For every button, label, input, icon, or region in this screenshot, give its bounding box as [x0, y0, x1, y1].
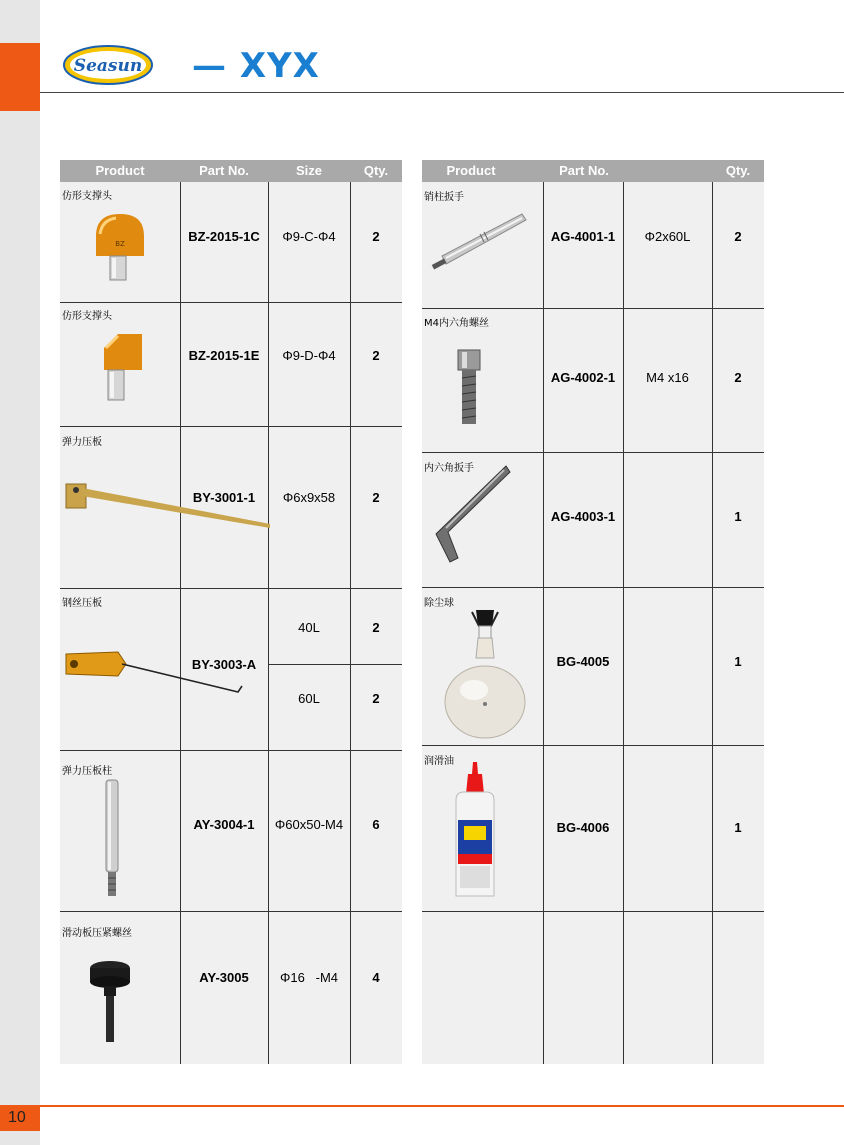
- part-number: BG-4005: [556, 654, 610, 669]
- brand-title: — XYX: [192, 46, 320, 86]
- header-product: Product: [446, 163, 496, 178]
- size-value: 40L: [298, 620, 320, 635]
- qty-value: 2: [372, 490, 380, 505]
- size-value: Φ9-C-Φ4: [282, 229, 336, 244]
- orange-support-head-flat-icon: [98, 326, 148, 408]
- part-number: AY-3004-1: [193, 817, 255, 832]
- part-number: BY-3003-A: [191, 657, 257, 672]
- hex-key-icon: [426, 462, 512, 568]
- qty-value: 2: [372, 620, 380, 635]
- qty-value: 1: [734, 820, 742, 835]
- right-table-header: [422, 160, 764, 182]
- header-part-no: Part No.: [199, 163, 249, 178]
- hex-socket-screw-icon: [454, 348, 484, 428]
- seasun-logo-icon: [62, 44, 154, 86]
- left-parts-table: [60, 160, 402, 1064]
- product-name: 销柱扳手: [424, 192, 464, 203]
- part-number: AG-4003-1: [550, 509, 616, 524]
- header-qty: Qty.: [363, 163, 389, 178]
- header-part-no: Part No.: [559, 163, 609, 178]
- qty-value: 2: [734, 229, 742, 244]
- orange-side-tab: [0, 43, 40, 111]
- qty-value: 2: [734, 370, 742, 385]
- size-value: Φ16 -M4: [279, 970, 339, 985]
- qty-value: 2: [372, 348, 380, 363]
- footer-divider: [40, 1105, 844, 1107]
- size-value: Φ6x9x58: [282, 490, 336, 505]
- orange-support-head-round-icon: [90, 206, 150, 286]
- product-name: 除尘球: [424, 598, 454, 609]
- header-product: Product: [95, 163, 145, 178]
- part-number: BZ-2015-1E: [188, 348, 260, 363]
- product-name: 滑动板压紧螺丝: [62, 928, 132, 939]
- pin-wrench-icon: [428, 208, 528, 274]
- page-number: 10: [0, 1105, 40, 1131]
- product-name: 润滑油: [424, 756, 454, 767]
- lubricant-bottle-icon: [450, 760, 500, 900]
- size-value: M4 x16: [646, 370, 689, 385]
- knurled-screw-icon: [86, 958, 134, 1044]
- wire-clamp-plate-icon: [62, 646, 252, 706]
- size-value: Φ2x60L: [644, 229, 691, 244]
- brand-name: XYX: [239, 46, 320, 86]
- right-parts-table: [422, 160, 764, 1064]
- part-number: AG-4001-1: [550, 229, 616, 244]
- qty-value: 6: [372, 817, 380, 832]
- product-name: 弹力压板: [62, 437, 102, 448]
- part-number: AG-4002-1: [550, 370, 616, 385]
- qty-value: 2: [372, 691, 380, 706]
- product-name: 钢丝压板: [62, 598, 102, 609]
- qty-value: 2: [372, 229, 380, 244]
- part-number: AY-3005: [199, 970, 249, 985]
- part-number: BY-3001-1: [192, 490, 256, 505]
- product-name: 内六角扳手: [424, 463, 474, 474]
- header-size: Size: [295, 163, 322, 178]
- part-number: BZ-2015-1C: [188, 229, 260, 244]
- qty-value: 4: [372, 970, 380, 985]
- logo-text: Seasun: [73, 56, 143, 76]
- size-value: Φ9-D-Φ4: [282, 348, 336, 363]
- qty-value: 1: [734, 654, 742, 669]
- left-table-header: [60, 160, 402, 182]
- size-value: 60L: [298, 691, 320, 706]
- left-margin-strip: [0, 0, 40, 1145]
- qty-value: 1: [734, 509, 742, 524]
- dust-blower-icon: [442, 606, 528, 740]
- product-name: 仿形支撑头: [62, 311, 112, 322]
- product-name: M4内六角螺丝: [424, 318, 489, 329]
- part-number: BG-4006: [556, 820, 610, 835]
- header-qty: Qty.: [725, 163, 751, 178]
- clamp-post-icon: [100, 778, 124, 904]
- size-value: Φ60x50-M4: [274, 817, 344, 832]
- product-name: 仿形支撑头: [62, 191, 112, 202]
- header-divider: [40, 92, 844, 93]
- product-name: 弹力压板柱: [62, 766, 112, 777]
- svg-text:BZ: BZ: [115, 240, 125, 248]
